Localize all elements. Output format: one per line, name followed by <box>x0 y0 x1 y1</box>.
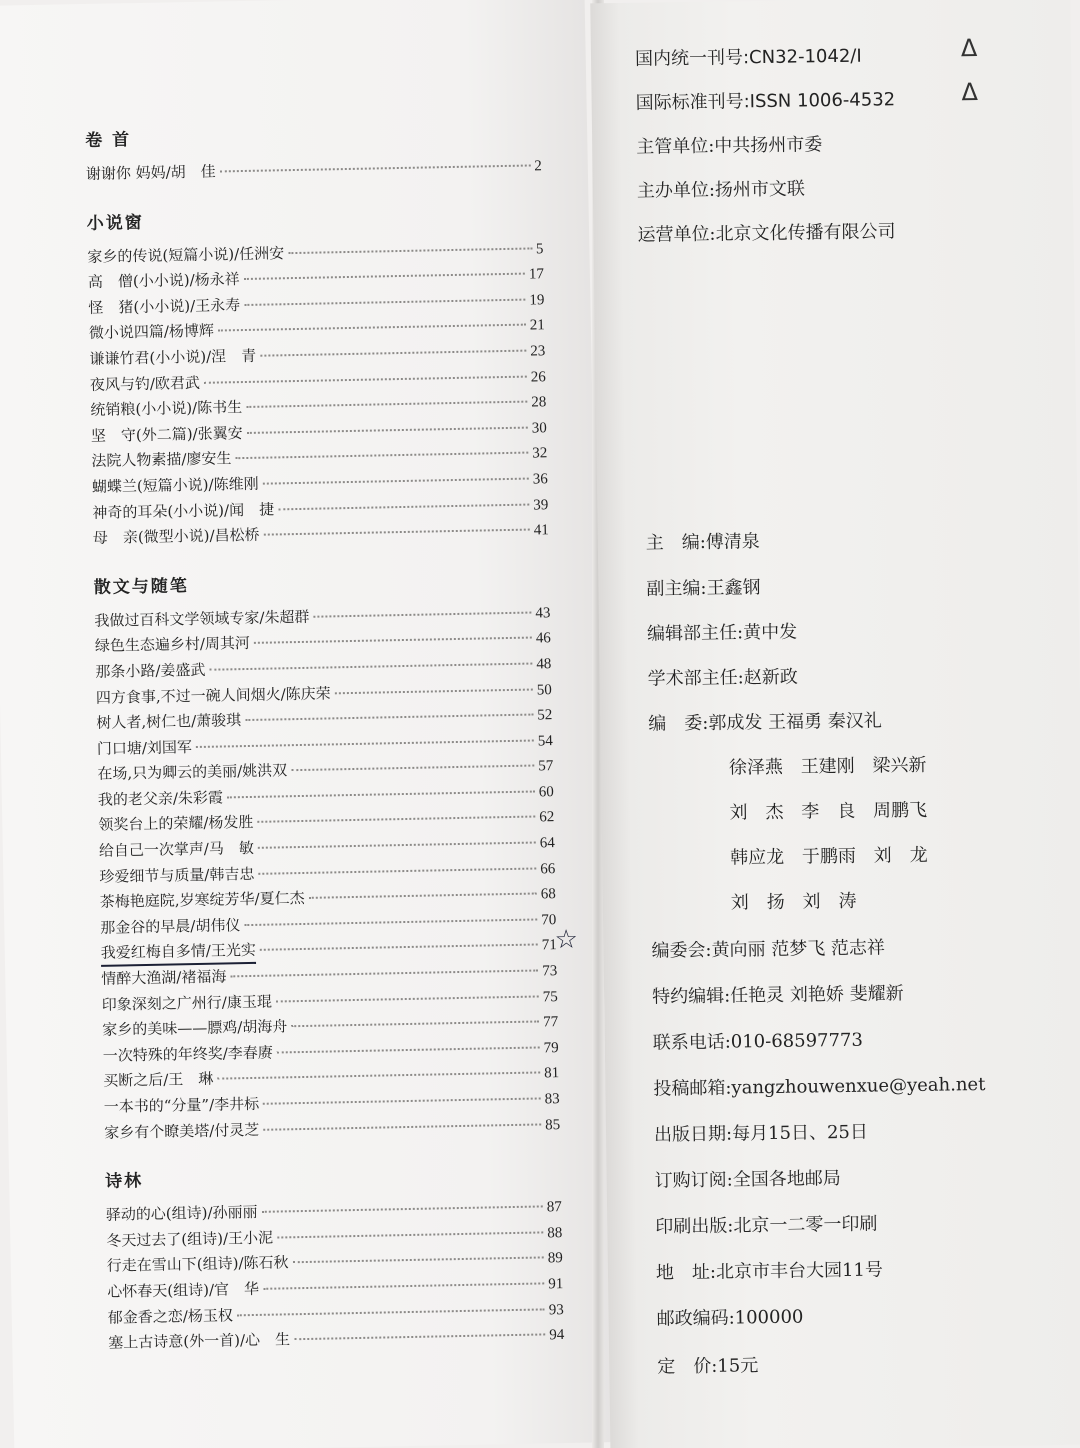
toc-entry-title: 绿色生态遍乡村/周其河 <box>94 634 251 656</box>
editorial-committee: 编 委:郭成发 王福勇 秦汉礼 <box>648 710 882 735</box>
dot-leader <box>237 1308 545 1316</box>
dot-leader <box>220 164 531 172</box>
dot-leader <box>313 611 531 617</box>
sponsor-unit: 主办单位:扬州市文联 <box>636 178 806 202</box>
printing-info: 印刷出版:北京一二零一印刷 <box>655 1213 878 1238</box>
toc-page-number: 70 <box>541 911 557 929</box>
toc-entry-title: 夜风与钓/欧君武 <box>89 373 201 394</box>
toc-entry-title: 家乡的美味——膘鸡/胡海舟 <box>102 1017 288 1040</box>
toc-entry-title: 给自己一次掌声/马 敏 <box>98 838 255 860</box>
dot-leader <box>263 1282 544 1289</box>
toc-page-number: 57 <box>538 758 554 775</box>
toc-page-number: 28 <box>531 394 547 411</box>
dot-leader <box>293 1257 544 1264</box>
dot-leader <box>262 1206 543 1213</box>
dot-leader <box>244 918 537 926</box>
dot-leader <box>246 401 527 408</box>
toc-entry-title: 法院人物素描/廖安生 <box>91 449 232 471</box>
toc-page-number: 19 <box>529 292 545 309</box>
dot-leader <box>258 842 536 849</box>
dot-leader <box>288 247 532 254</box>
dot-leader <box>227 790 535 798</box>
toc-page-number: 91 <box>548 1276 564 1293</box>
dot-leader <box>217 1072 540 1080</box>
toc-page-number: 39 <box>533 496 549 514</box>
dot-leader <box>204 375 527 383</box>
toc-page-number: 64 <box>539 835 555 852</box>
toc-page-number: 30 <box>531 419 547 437</box>
dot-leader <box>244 298 525 305</box>
dot-leader <box>245 714 533 722</box>
toc-entry-title: 郁金香之恋/杨玉权 <box>107 1305 234 1327</box>
dot-leader <box>263 1097 541 1104</box>
toc-entry-title: 谦谦竹君(小小说)/涅 青 <box>89 346 257 368</box>
toc-page-number: 89 <box>547 1250 563 1267</box>
toc-entry-title: 谢谢你 妈妈/胡 佳 <box>85 162 216 184</box>
toc-entry-title: 一本书的“分量”/李井标 <box>103 1094 260 1116</box>
toc-page-number: 48 <box>536 656 552 673</box>
toc-entry-title: 行走在雪山下(组诗)/陈石秋 <box>106 1253 289 1276</box>
dot-leader <box>264 529 530 536</box>
dot-leader <box>260 350 526 357</box>
editorial-council: 编委会:黄向丽 范梦飞 范志祥 <box>651 937 886 962</box>
toc-entry-title: 微小说四篇/杨博辉 <box>88 321 215 343</box>
domestic-serial-number: 国内统一刊号:CN32-1042/I <box>634 45 862 70</box>
toc-page-number: 77 <box>543 1014 559 1031</box>
toc-entry-title: 情醉大渔湖/褚福海 <box>101 967 227 988</box>
toc-page-number: 26 <box>530 368 546 386</box>
dot-leader <box>309 893 537 899</box>
toc-page-number: 60 <box>538 784 554 801</box>
dot-leader <box>254 637 532 644</box>
toc-entry-title: 统销粮(小小说)/陈书生 <box>90 398 243 420</box>
submission-email: 投稿邮箱:yangzhouwenxue@yeah.net <box>653 1074 986 1100</box>
deputy-editor: 副主编:王鑫钢 <box>646 577 761 600</box>
postcode: 邮政编码:100000 <box>656 1306 804 1330</box>
handwritten-delta-mark: Δ <box>960 34 978 63</box>
dot-leader <box>291 1021 539 1028</box>
toc-entry-title: 高 僧(小小说)/杨永祥 <box>87 270 240 292</box>
toc-section-title: 诗林 <box>105 1171 144 1193</box>
committee-members: 徐泽燕 王建刚 梁兴新 <box>728 754 927 779</box>
toc-page-number: 68 <box>540 886 556 903</box>
toc-entry-title: 那金谷的早晨/胡伟仪 <box>100 916 241 937</box>
dot-leader <box>235 452 528 460</box>
toc-entry-title: 珍爱细节与质量/韩吉忠 <box>99 864 255 886</box>
toc-page-number: 93 <box>548 1301 564 1318</box>
toc-page-number: 66 <box>540 860 556 878</box>
toc-page-number: 46 <box>535 630 552 647</box>
toc-entry-title: 四方食事,不过一碗人间烟火/陈庆荣 <box>95 683 331 707</box>
operator-unit: 运营单位:北京文化传播有限公司 <box>637 221 896 246</box>
toc-page-number: 50 <box>536 681 553 698</box>
toc-entry-title: 神奇的耳朵(小小说)/闻 捷 <box>92 499 275 522</box>
supervisor-unit: 主管单位:中共扬州市委 <box>636 134 823 158</box>
toc-entry-title: 塞上古诗意(外一首)/心 生 <box>108 1330 291 1352</box>
toc-page-number: 41 <box>533 522 549 539</box>
toc-section-title: 散文与随笔 <box>93 575 189 598</box>
editorial-director: 编辑部主任:黄中发 <box>646 621 798 645</box>
toc-entry-title: 印象深刻之广州行/康玉琨 <box>101 992 273 1014</box>
toc-page-number: 87 <box>546 1199 562 1216</box>
toc-entry-title: 领奖台上的荣耀/杨发胜 <box>98 813 254 835</box>
dot-leader <box>260 944 538 951</box>
toc-page-number: 21 <box>529 317 546 334</box>
dot-leader <box>230 970 538 978</box>
dot-leader <box>263 478 529 485</box>
toc-page-number: 75 <box>542 988 558 1006</box>
contact-phone: 联系电话:010-68597773 <box>652 1029 864 1054</box>
dot-leader <box>196 739 534 747</box>
toc-section-title: 卷 首 <box>85 130 132 152</box>
toc-entry-title: 心怀春天(组诗)/官 华 <box>107 1279 260 1301</box>
committee-members: 刘 杰 李 良 周鹏飞 <box>729 799 928 824</box>
toc-entry-title: 蝴蝶兰(短篇小说)/陈维刚 <box>91 474 259 496</box>
toc-entry-title: 驿动的心(组诗)/孙丽丽 <box>105 1203 258 1225</box>
chief-editor: 主 编:傅清泉 <box>645 531 761 554</box>
price: 定 价:15元 <box>657 1355 759 1378</box>
toc-entry-title: 买断之后/王 琳 <box>103 1070 214 1091</box>
handwritten-delta-mark: Δ <box>961 78 979 107</box>
toc-page-number: 88 <box>547 1224 563 1242</box>
toc-entry-title: 我做过百科文学领域专家/朱超群 <box>94 607 310 630</box>
special-editors: 特约编辑:任艳灵 刘艳娇 斐耀新 <box>651 983 904 1008</box>
toc-page-number: 79 <box>543 1039 559 1057</box>
toc-entry-title: 在场,只为卿云的美丽/姚洪双 <box>97 761 288 784</box>
toc-page-number: 71 <box>541 937 557 954</box>
info-page <box>590 0 1080 1448</box>
toc-page-number: 52 <box>537 707 553 724</box>
toc-entry <box>86 154 542 188</box>
toc-page-number: 81 <box>544 1065 560 1082</box>
dot-leader <box>335 688 533 694</box>
dot-leader <box>277 1046 540 1053</box>
toc-page-number: 73 <box>542 963 558 980</box>
dot-leader <box>294 1334 545 1341</box>
dot-leader <box>278 503 529 510</box>
table-of-contents <box>85 117 565 1357</box>
committee-members: 刘 扬 刘 涛 <box>730 890 857 914</box>
dot-leader <box>209 662 532 670</box>
issn-number: 国际标准刊号:ISSN 1006-4532 <box>635 89 896 114</box>
toc-entry-title: 家乡有个瞭美塔/付灵芝 <box>104 1120 260 1142</box>
toc-page-number: 94 <box>549 1327 565 1344</box>
dot-leader <box>276 995 539 1002</box>
subscription-info: 订购订阅:全国各地邮局 <box>654 1168 841 1192</box>
toc-page-number: 23 <box>530 343 546 360</box>
committee-members: 韩应龙 于鹏雨 刘 龙 <box>730 844 928 869</box>
toc-page-number: 2 <box>534 158 542 175</box>
address: 地 址:北京市丰台大园11号 <box>655 1259 884 1284</box>
toc-section-title: 小说窗 <box>86 212 144 234</box>
toc-page-number: 54 <box>537 732 553 750</box>
toc-page-number: 85 <box>545 1116 561 1133</box>
toc-page-number: 62 <box>539 809 555 826</box>
dot-leader <box>277 1231 543 1238</box>
toc-entry-title: 怪 猪(小小说)/王永寿 <box>88 295 241 317</box>
toc-entry-title: 冬天过去了(组诗)/王小泥 <box>106 1228 274 1250</box>
dot-leader <box>244 273 525 280</box>
dot-leader <box>247 426 528 433</box>
dot-leader <box>218 324 526 332</box>
toc-entry-title: 家乡的传说(短篇小说)/任洲安 <box>87 243 285 266</box>
toc-entry-title: 树人者,树仁也/萧骏琪 <box>96 711 242 733</box>
toc-entry-title: 一次特殊的年终奖/李春赓 <box>102 1043 273 1065</box>
toc-entry-title: 茶梅艳庭院,岁寒绽芳华/夏仁杰 <box>99 889 305 912</box>
toc-page-number: 17 <box>528 266 545 283</box>
toc-page-number: 32 <box>532 445 548 462</box>
dot-leader <box>258 867 536 874</box>
toc-entry-title: 我的老父亲/朱彩霞 <box>97 788 224 809</box>
toc-page-number: 43 <box>535 604 551 622</box>
dot-leader <box>291 765 534 772</box>
toc-page-number: 83 <box>544 1091 560 1108</box>
toc-page-number: 36 <box>532 471 548 488</box>
handwritten-star-mark: ☆ <box>554 924 579 956</box>
toc-entry-title: 坚 守(外二篇)/张翼安 <box>90 423 243 445</box>
dot-leader <box>257 816 535 823</box>
dot-leader <box>263 1123 541 1130</box>
publish-date: 出版日期:每月15日、25日 <box>653 1121 869 1146</box>
toc-page-number: 5 <box>535 240 544 257</box>
toc-entry-title: 门口塘/刘国军 <box>96 737 193 758</box>
toc-entry-title: 母 亲(微型小说)/昌松桥 <box>92 525 260 548</box>
academic-director: 学术部主任:赵新政 <box>647 666 798 690</box>
toc-entry-title: 那条小路/姜盛武 <box>95 660 206 681</box>
toc-entry-title: 我爱红梅自多情/王光实 <box>101 939 257 967</box>
